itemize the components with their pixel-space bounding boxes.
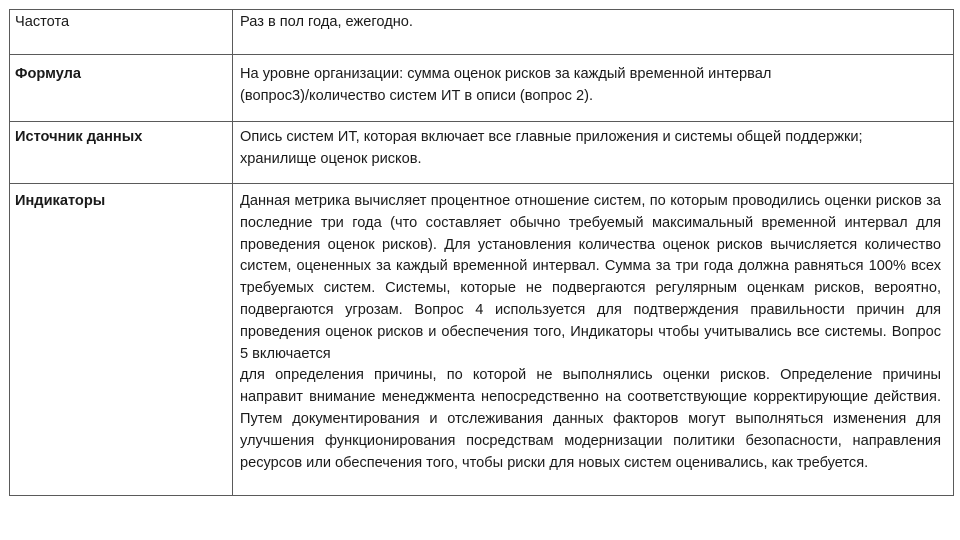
row-value-formula bbox=[233, 55, 954, 122]
row-label-formula: Формула bbox=[10, 55, 233, 122]
table-row-data-source bbox=[10, 122, 954, 184]
row-label-data-source: Источник данных bbox=[10, 122, 233, 184]
data-source-line-1: Опись систем ИТ, которая включает все главные приложения и системы общей поддержки; bbox=[240, 129, 863, 145]
indicators-paragraph-2: для определения причины, по которой не выполнялись оценки рисков. Определение причины направит внимание менеджмента непосредственно на соответствующие корректирующие действия. Путем документирования и отслеживания данных факторов могут выполняться изменения для улучшения функционирования посредствам модернизации политики безопасности, направления ресурсов или обеспечения того, чтобы риски для новых систем оценивались, как требуется. bbox=[240, 367, 941, 471]
row-label-frequency: Частота bbox=[10, 10, 233, 55]
indicators-paragraph-1: Данная метрика вычисляет процентное отношение систем, по которым проводились оценки рисков за последние три года (что составляет обычно требуемый максимальный временной интервал для проведения оценок рисков). Для установления количества оценок рисков вычисляется количество систем, оцененных за каждый временной интервал. Сумма за три года должна равняться 100% всех требуемых систем. Системы, которые не подвергаются регулярным оценкам рисков, вероятно, подвергаются угрозам. Вопрос 4 используется для подтверждения правильности причин для проведения оценок рисков и обеспечения того, Индикаторы чтобы учитывались все системы. Вопрос 5 включается bbox=[240, 193, 941, 362]
table-row-indicators bbox=[10, 184, 954, 496]
metric-definition-table bbox=[9, 9, 954, 496]
row-value-indicators bbox=[233, 184, 954, 496]
formula-line-2: (вопрос3)/количество систем ИТ в описи (вопрос 2). bbox=[240, 87, 593, 104]
table-row-frequency bbox=[10, 10, 954, 55]
formula-line-1: На уровне организации: сумма оценок рисков за каждый временной интервал bbox=[240, 66, 772, 82]
data-source-line-2: хранилище оценок рисков. bbox=[240, 150, 422, 167]
row-value-data-source bbox=[233, 122, 954, 184]
row-label-indicators: Индикаторы bbox=[10, 184, 233, 496]
table-row-formula bbox=[10, 55, 954, 122]
row-value-frequency: Раз в пол года, ежегодно. bbox=[233, 10, 954, 55]
